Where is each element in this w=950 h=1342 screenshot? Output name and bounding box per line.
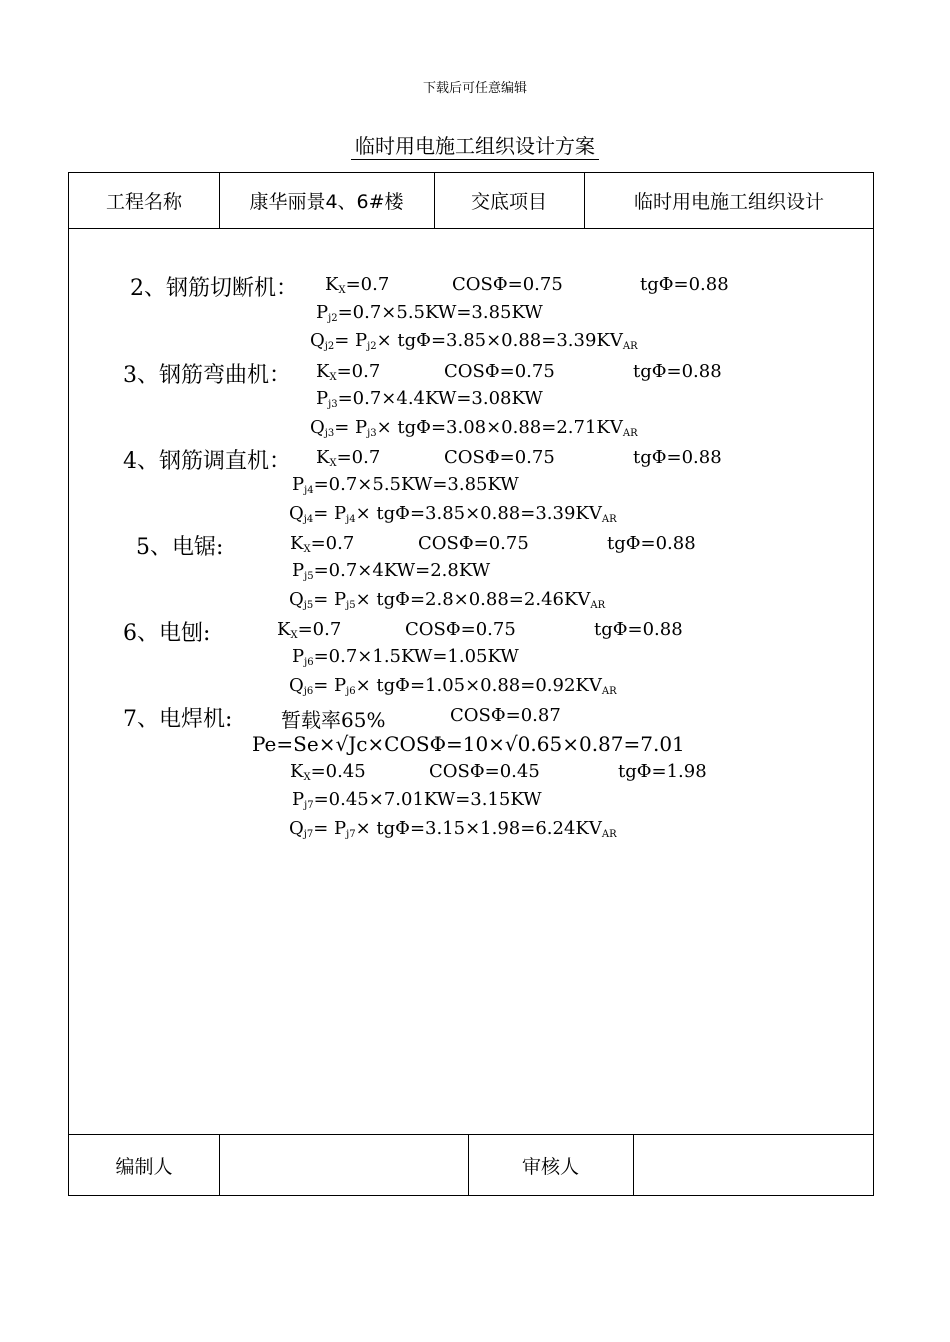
header-note: 下载后可任意编辑 [422,81,527,96]
project-name-label: 工程名称 [105,191,182,213]
machine-3-tg: tgΦ=0.88 [633,361,722,382]
machine-3-heading: 3、钢筋弯曲机： [123,363,291,388]
machine-7-duty: 暂载率65% [281,708,386,732]
machine-4-p: $P_{j4}=0.7\times 5.5KW=3.85KW$ [292,474,519,496]
machine-5-p: $P_{j5}=0.7\times 4KW=2.8KW$ [292,560,491,582]
machine-5-heading: 5、电锯: [136,535,224,560]
machine-2-tg: tgΦ=0.88 [640,274,729,295]
compiler-label: 编制人 [115,1155,173,1178]
machine-7-pe: Pe=Se×√Jc×COSΦ=10×√0.65×0.87=7.01 [252,732,685,756]
machine-4-kx: $K_X=0.7$ [316,447,381,469]
machine-5-cos: COSΦ=0.75 [418,533,529,554]
machine-2-q: $Q_{j2}= P_{j2}\times tg\Phi=3.85\times 0.88=3.39KV_{AR}$ [310,330,638,352]
item-value: 临时用电施工组织设计 [633,191,824,213]
reviewer-value [633,1134,874,1196]
machine-3-cos: COSΦ=0.75 [444,361,555,382]
machine-7-tg: tgΦ=1.98 [618,761,707,782]
machine-6-heading: 6、电刨: [123,621,211,646]
machine-4-q: $Q_{j4}= P_{j4}\times tg\Phi=3.85\times 0.88=3.39KV_{AR}$ [289,503,617,525]
document-title-text: 临时用电施工组织设计方案 [351,134,599,160]
machine-4-heading: 4、钢筋调直机： [123,449,291,474]
machine-5-kx: $K_X=0.7$ [290,533,355,555]
machine-3-kx: $K_X=0.7$ [316,361,381,383]
machine-7-p: $P_{j7}=0.45\times 7.01KW=3.15KW$ [292,789,542,811]
machine-3-p: $P_{j3}=0.7\times 4.4KW=3.08KW$ [316,388,543,410]
machine-6-kx: $K_X=0.7$ [277,619,342,641]
machine-2-heading: 2、钢筋切断机： [130,276,298,301]
machine-7-cos-top: COSΦ=0.87 [450,705,561,726]
machine-5-q: $Q_{j5}= P_{j5}\times tg\Phi=2.8\times 0.88=2.46KV_{AR}$ [289,589,606,611]
machine-4-cos: COSΦ=0.75 [444,447,555,468]
project-name-value: 康华丽景4、6#楼 [249,191,404,213]
item-label: 交底项目 [470,191,547,213]
machine-6-q: $Q_{j6}= P_{j6}\times tg\Phi=1.05\times 0.88=0.92KV_{AR}$ [289,675,617,697]
compiler-value [219,1134,468,1196]
machine-7-kx: $K_X=0.45$ [290,761,366,783]
machine-7-cos: COSΦ=0.45 [429,761,540,782]
machine-3-q: $Q_{j3}= P_{j3}\times tg\Phi=3.08\times 0.88=2.71KV_{AR}$ [310,417,638,439]
machine-2-kx: $K_X=0.7$ [325,274,390,296]
machine-2-p: $P_{j2}=0.7\times 5.5KW=3.85KW$ [316,302,543,324]
machine-7-heading: 7、电焊机: [123,707,233,732]
machine-7-q: $Q_{j7}= P_{j7}\times tg\Phi=3.15\times 1.98=6.24KV_{AR}$ [289,818,617,840]
machine-6-p: $P_{j6}=0.7\times 1.5KW=1.05KW$ [292,646,519,668]
document-title [0,130,950,159]
divider [69,228,873,229]
machine-6-tg: tgΦ=0.88 [594,619,683,640]
machine-4-tg: tgΦ=0.88 [633,447,722,468]
machine-5-tg: tgΦ=0.88 [607,533,696,554]
machine-2-cos: COSΦ=0.75 [452,274,563,295]
machine-6-cos: COSΦ=0.75 [405,619,516,640]
reviewer-label: 审核人 [521,1155,579,1178]
